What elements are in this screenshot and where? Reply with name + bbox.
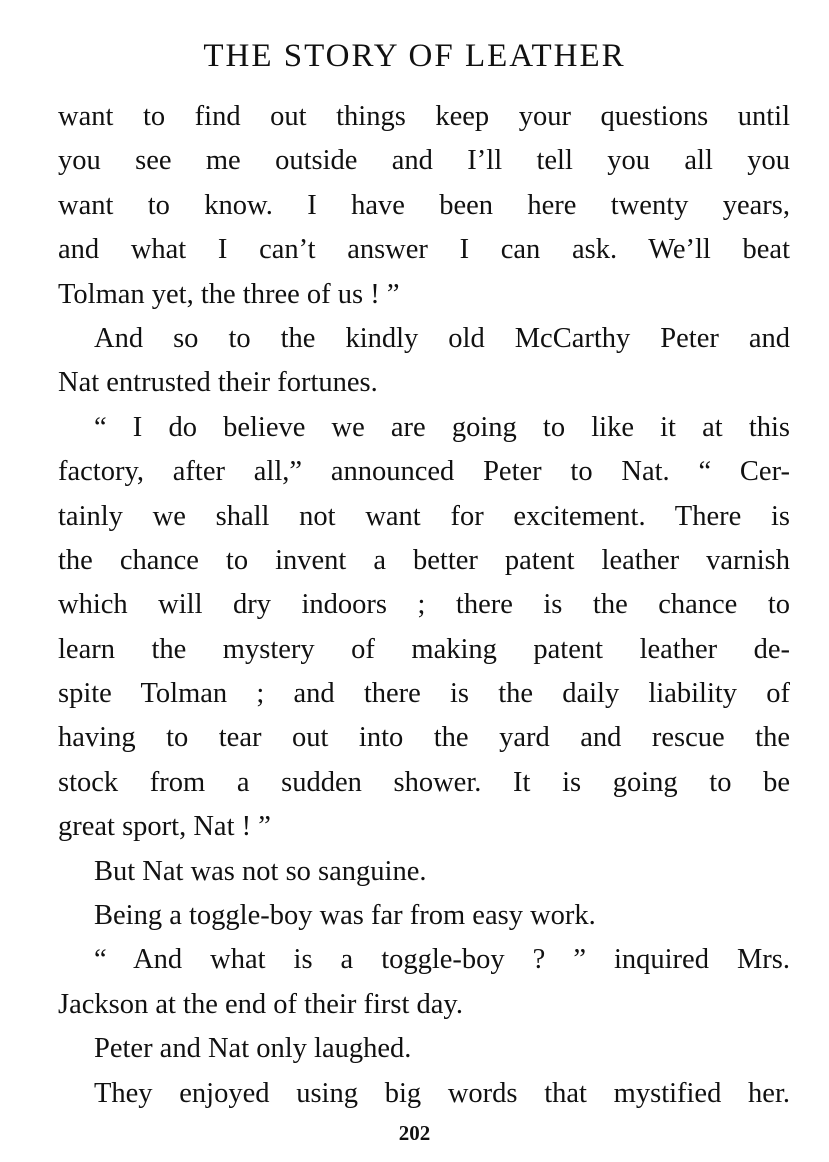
text-line: spite Tolman ; and there is the daily liability of [58, 678, 790, 710]
text-line: factory, after all,” announced Peter to Nat. “ Cer- [58, 456, 790, 488]
text-line: having to tear out into the yard and rescue the [58, 722, 790, 754]
text-line: But Nat was not so sanguine. [94, 855, 427, 887]
text-line: learn the mystery of making patent leather de- [58, 633, 790, 665]
text-line: Nat entrusted their fortunes. [58, 367, 378, 399]
text-line: “ And what is a toggle-boy ? ” inquired Mrs. [94, 944, 790, 976]
page-number: 202 [398, 1121, 431, 1145]
body-text [58, 95, 790, 1116]
text-line: and what I can’t answer I can ask. We’ll beat [58, 234, 790, 266]
text-line: you see me outside and I’ll tell you all you [58, 145, 790, 177]
text-line: Peter and Nat only laughed. [94, 1033, 412, 1065]
text-line: want to know. I have been here twenty years, [58, 189, 790, 221]
text-line: stock from a sudden shower. It is going to be [58, 766, 790, 798]
text-line: Tolman yet, the three of us ! ” [58, 278, 400, 310]
text-line: Jackson at the end of their first day. [58, 988, 463, 1020]
text-line: Being a toggle-boy was far from easy work. [94, 900, 596, 932]
running-head-title: THE STORY OF LEATHER [203, 38, 626, 74]
text-line: which will dry indoors ; there is the chance to [58, 589, 790, 621]
text-line: the chance to invent a better patent leather varnish [58, 544, 790, 576]
text-line: want to find out things keep your questions until [58, 101, 790, 132]
text-line: “ I do believe we are going to like it at this [94, 411, 790, 443]
text-line: They enjoyed using big words that mystified her. [94, 1077, 790, 1109]
text-line: tainly we shall not want for excitement. There is [58, 500, 790, 532]
text-line: And so to the kindly old McCarthy Peter and [94, 322, 790, 354]
text-line: great sport, Nat ! ” [58, 811, 271, 843]
